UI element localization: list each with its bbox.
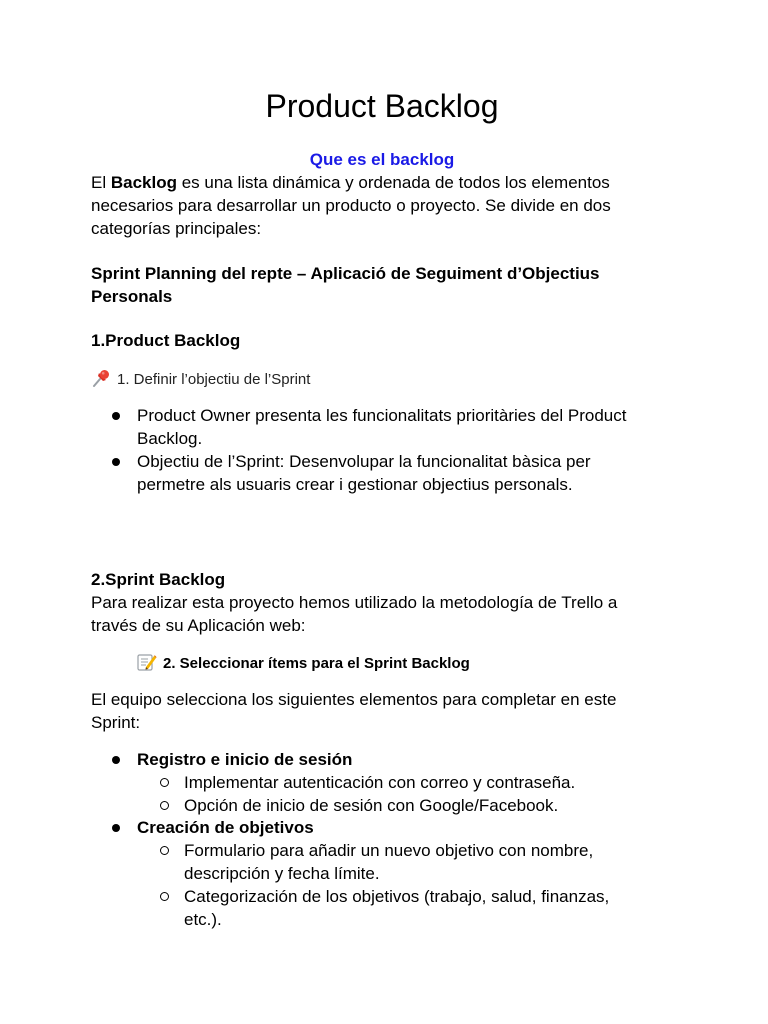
sprint-backlog-heading: 2.Sprint Backlog (91, 570, 226, 589)
intro-bold-word: Backlog (110, 173, 177, 192)
team-line2: Sprint: (91, 713, 141, 732)
team-selection-paragraph (91, 688, 661, 734)
pushpin-icon (91, 369, 111, 387)
list-item (137, 450, 677, 496)
list-item (184, 839, 679, 885)
sprint-planning-heading (91, 262, 661, 308)
sprint-items-list (137, 748, 677, 771)
sprint-heading-line2: Personals (91, 287, 173, 306)
step1-line (91, 369, 310, 390)
subitem-line: Formulario para añadir un nuevo objetivo con nombre, (184, 841, 594, 860)
bullet-ring (160, 892, 169, 901)
bullet-dot (112, 824, 120, 832)
team-line1: El equipo selecciona los siguientes elementos para completar en este (91, 690, 617, 709)
intro-paragraph (91, 171, 661, 240)
intro-line2: necesarios para desarrollar un producto o proyecto. Se divide en dos (91, 196, 611, 215)
page-title: Product Backlog (265, 88, 499, 124)
product-backlog-heading: 1.Product Backlog (91, 331, 241, 350)
intro-line3: categorías principales: (91, 219, 262, 238)
description-line1: Para realizar esta proyecto hemos utilizado la metodología de Trello a (91, 593, 618, 612)
bullet-ring (160, 801, 169, 810)
step2-label: 2. Seleccionar ítems para el Sprint Backlog (163, 655, 470, 672)
list-item (137, 748, 677, 771)
bullet-dot (112, 458, 120, 466)
subitem-line: Implementar autenticación con correo y contraseña. (184, 773, 576, 792)
bullet-ring (160, 846, 169, 855)
item-label: Creación de objetivos (137, 818, 314, 837)
list-item (137, 404, 677, 450)
subitem-line: descripción y fecha límite. (184, 864, 380, 883)
sprint-heading-line1: Sprint Planning del repte – Aplicació de Seguiment d’Objectius (91, 264, 600, 283)
bullet-line: Backlog. (137, 429, 203, 448)
section-subtitle: Que es el backlog (309, 150, 455, 169)
step1-label: 1. Definir l’objectiu de l’Sprint (117, 371, 311, 388)
list-item (137, 816, 677, 839)
sprint-items-list-2 (137, 816, 677, 839)
item-label: Registro e inicio de sesión (137, 750, 353, 769)
sprint-subitems-list-2 (184, 839, 679, 931)
subitem-line: etc.). (184, 910, 222, 929)
sprint-subitems-list-1 (184, 771, 679, 817)
list-item (184, 885, 679, 931)
product-backlog-bullets (137, 404, 677, 496)
bullet-ring (160, 778, 169, 787)
memo-icon (137, 653, 157, 671)
list-item (184, 771, 679, 794)
step2-line (137, 653, 470, 674)
bullet-dot (112, 756, 120, 764)
bullet-line: Objectiu de l’Sprint: Desenvolupar la funcionalitat bàsica per (137, 452, 591, 471)
description-line2: través de su Aplicación web: (91, 616, 306, 635)
sprint-backlog-description (91, 591, 661, 637)
intro-line1-rest: es una lista dinámica y ordenada de todos los elementos (176, 173, 610, 192)
bullet-dot (112, 412, 120, 420)
list-item (184, 794, 679, 817)
bullet-line: Product Owner presenta les funcionalitats prioritàries del Product (137, 406, 627, 425)
intro-prefix: El (91, 173, 111, 192)
subitem-line: Opción de inicio de sesión con Google/Facebook. (184, 796, 559, 815)
bullet-line: permetre als usuaris crear i gestionar objectius personals. (137, 475, 573, 494)
subitem-line: Categorización de los objetivos (trabajo, salud, finanzas, (184, 887, 610, 906)
